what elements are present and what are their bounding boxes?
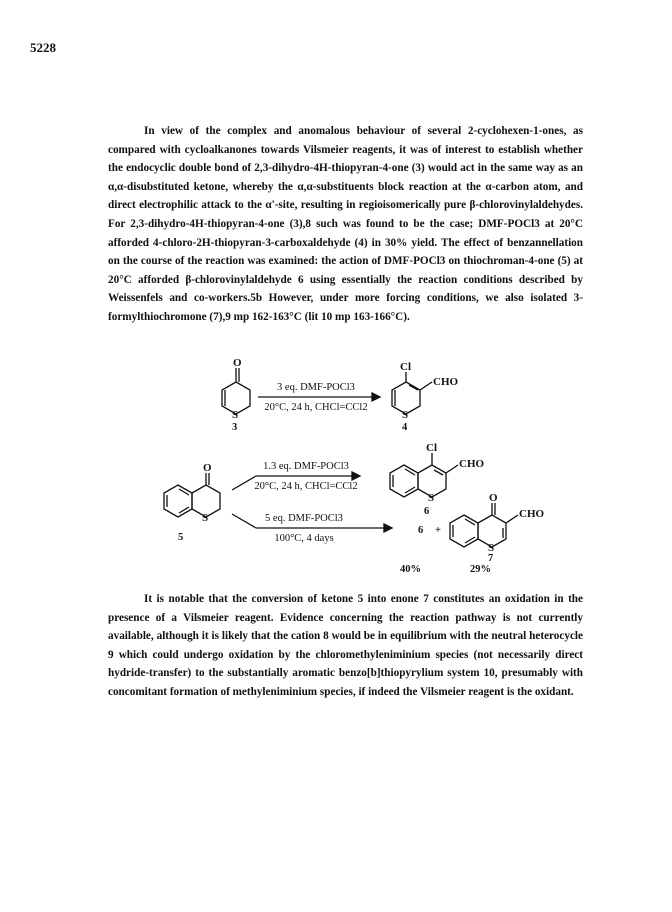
cmp6-CHO: CHO bbox=[459, 458, 485, 470]
cmp5-O: O bbox=[203, 462, 212, 474]
cmp4-S: S bbox=[402, 409, 409, 421]
reaction-1-conditions: 20°C, 24 h, CHCl=CCl2 bbox=[264, 402, 368, 413]
page-number: 5228 bbox=[30, 40, 56, 55]
product-6-label: 6 bbox=[418, 525, 424, 536]
cmp3-label: 3 bbox=[232, 422, 238, 433]
compound-7-structure bbox=[450, 503, 518, 547]
paragraph-2 bbox=[108, 590, 583, 702]
cmp4-CHO: CHO bbox=[433, 376, 459, 388]
cmp7-CHO: CHO bbox=[519, 508, 545, 520]
cmp5-S: S bbox=[202, 512, 209, 524]
plus-sign: + bbox=[435, 525, 441, 536]
compound-6-structure bbox=[390, 453, 458, 497]
cmp4-Cl: Cl bbox=[400, 361, 411, 373]
arrow-reaction-3 bbox=[232, 514, 256, 528]
yield-7: 29% bbox=[470, 564, 491, 575]
yield-6: 40% bbox=[400, 564, 421, 575]
reaction-1-reagent: 3 eq. DMF-POCl3 bbox=[277, 382, 355, 393]
arrow-reaction-2 bbox=[232, 476, 256, 490]
paragraph-2-text: It is notable that the conversion of ketone 5 into enone 7 constitutes an oxidation in the presence of a Vilsmeier reagent. Evidence concerning the reaction pathway is not currently available, although it is likely that the cation 8 would be in equilibrium with the neutral heterocycle 9 which could undergo oxidation by the chloromethyleniminium species (not necessarily direct hydride-transfer) to the substantially aromatic benzo[b]thiopyrylium system 10, presumably with concomitant formation of methyleniminium species, if indeed the Vilsmeier reagent is the oxidant. bbox=[108, 593, 583, 698]
compound-4-structure bbox=[392, 372, 432, 414]
reaction-3-reagent: 5 eq. DMF-POCl3 bbox=[265, 513, 343, 524]
cmp3-S: S bbox=[232, 409, 239, 421]
compound-5-structure bbox=[164, 473, 220, 517]
cmp7-O: O bbox=[489, 492, 498, 504]
cmp7-S: S bbox=[488, 542, 495, 554]
cmp6-S: S bbox=[428, 492, 435, 504]
cmp5-label: 5 bbox=[178, 532, 184, 543]
cmp6-label: 6 bbox=[424, 506, 430, 517]
reaction-2-conditions: 20°C, 24 h, CHCl=CCl2 bbox=[254, 481, 358, 492]
cmp7-label: 7 bbox=[488, 553, 494, 564]
paragraph-1 bbox=[108, 122, 583, 327]
compound-3-structure bbox=[222, 368, 250, 414]
reaction-3-conditions: 100°C, 4 days bbox=[274, 533, 334, 544]
reaction-2-reagent: 1.3 eq. DMF-POCl3 bbox=[263, 461, 349, 472]
cmp4-label: 4 bbox=[402, 422, 408, 433]
paragraph-1-text: In view of the complex and anomalous behaviour of several 2-cyclohexen-1-ones, as compared with cycloalkanones towards Vilsmeier reagents, it was of interest to establish whether the endocyclic double bond of 2,3-dihydro-4H-thiopyran-4-one (3) would act in the same way as an α,α-disubstituted ketone, whereby the α,α-substituents block reaction at the α-carbon atom, and direct electrophilic attack to the α'-site, resulting in regioisomerically pure β-chlorovinylaldehydes. For 2,3-dihydro-4H-thiopyran-4-one (3),8 such was found to be the case; DMF-POCl3 at 20°C afforded 4-chloro-2H-thiopyran-3-carboxaldehyde (4) in 30% yield. The effect of benzannellation on the course of the reaction was examined: the action of DMF-POCl3 on thiochroman-4-one (5) at 20°C afforded β-chlorovinylaldehyde 6 using essentially the reaction conditions described by Weissenfels and co-workers.5b However, under more forcing conditions, we also isolated 3-formylthiochromone (7),9 mp 162-163°C (lit 10 mp 163-166°C). bbox=[108, 125, 583, 323]
cmp6-Cl: Cl bbox=[426, 442, 437, 454]
cmp3-O: O bbox=[233, 357, 242, 369]
